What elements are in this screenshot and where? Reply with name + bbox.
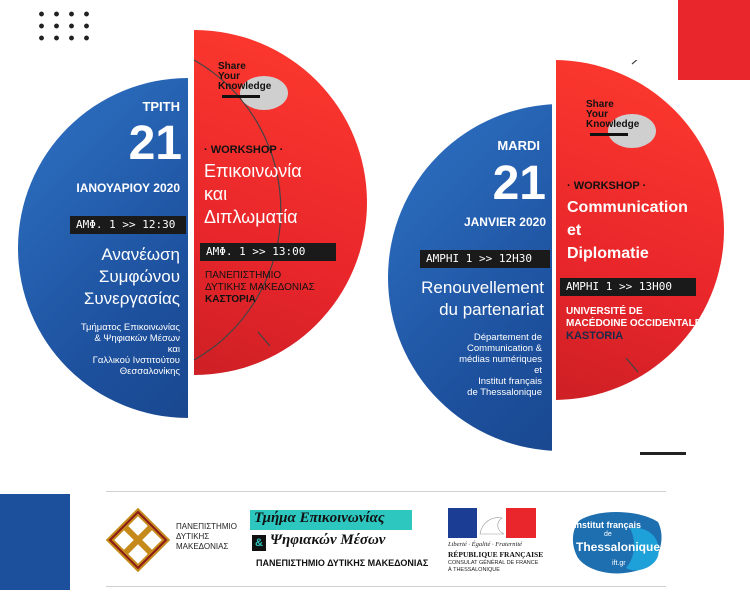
greek-university-line: ΠΑΝΕΠΙΣΤΗΜΙΟ	[205, 270, 282, 281]
french-share-knowledge-badge	[580, 100, 658, 146]
institut-line1	[574, 520, 641, 530]
decorative-blue-square	[0, 494, 70, 590]
uowm-logo-text	[176, 522, 237, 552]
french-org-line: Communication &	[467, 343, 542, 354]
dept-line3: ΠΑΝΕΠΙΣΤΗΜΙΟ ΔΥΤΙΚΗΣ ΜΑΚΕΔΟΝΙΑΣ	[256, 558, 429, 568]
greek-month-year: ΙΑΝΟΥΑΡΙΟΥ 2020	[76, 181, 180, 195]
greek-day: ΤΡΙΤΗ	[142, 99, 180, 114]
badge-line: Knowledge	[218, 81, 272, 92]
greek-workshop-title-line: Επικοινωνία	[204, 161, 302, 181]
greek-org-line: και	[167, 344, 180, 355]
badge-line: Knowledge	[586, 119, 640, 130]
french-month-year: JANVIER 2020	[463, 215, 546, 229]
greek-university-line: ΔΥΤΙΚΗΣ ΜΑΚΕΔΟΝΙΑΣ	[205, 282, 315, 293]
greek-title	[40, 244, 180, 310]
institut-word-1: Institut	[574, 520, 604, 530]
institut-word-2: français	[606, 520, 642, 530]
french-time-bar: AMPHI 1 >> 12H30	[420, 250, 550, 268]
greek-org-line: Γαλλικού Ινστιτούτου	[92, 355, 180, 366]
french-org-line: Département de	[473, 332, 542, 343]
greek-workshop-label: · WORKSHOP ·	[204, 144, 284, 156]
french-organizers	[400, 332, 542, 398]
badge-line: Your	[586, 109, 609, 120]
institut-francais-logo	[570, 508, 666, 580]
french-org-line: et	[534, 365, 542, 376]
greek-title-line: Ανανέωση	[101, 245, 180, 264]
dept-line2: Ψηφιακών Μέσων	[270, 532, 386, 548]
badge-line: Share	[218, 61, 246, 72]
greek-org-line: Τμήματος Επικοινωνίας	[80, 322, 180, 333]
french-workshop-title-line: Communication	[567, 199, 688, 216]
greek-city: ΚΑΣΤΟΡΙΑ	[205, 294, 256, 305]
greek-workshop-title	[204, 160, 302, 229]
republic-consulate-1: CONSULAT GÉNÉRAL DE FRANCE	[448, 560, 539, 566]
greek-org-line: & Ψηφιακών Μέσων	[94, 333, 180, 344]
greek-org-line: Θεσσαλονίκης	[119, 366, 180, 377]
french-title-line: Renouvellement	[421, 278, 544, 297]
french-university-line: UNIVERSITÉ DE	[566, 306, 643, 317]
french-university	[566, 306, 701, 342]
uowm-line: ΠΑΝΕΠΙΣΤΗΜΙΟ	[176, 522, 237, 531]
french-university-line: MACÉDOINE OCCIDENTALE	[566, 318, 702, 329]
greek-date-number: 21	[128, 117, 182, 170]
republic-motto: Liberté · Égalité · Fraternité	[448, 541, 523, 548]
french-city: KASTORIA	[566, 330, 624, 342]
decorative-dot-grid	[34, 8, 94, 42]
greek-workshop-title-line: Διπλωματία	[204, 207, 298, 227]
greek-title-line: Συμφώνου	[98, 267, 180, 286]
greek-share-knowledge-badge	[212, 62, 290, 108]
french-workshop-label: · WORKSHOP ·	[567, 180, 647, 192]
greek-organizers	[40, 322, 180, 377]
greek-title-line: Συνεργασίας	[83, 289, 180, 308]
dept-line1: Τμήμα Επικοινωνίας	[254, 510, 385, 526]
decorative-dash	[640, 452, 686, 455]
french-org-line: de Thessalonique	[467, 387, 542, 398]
institut-line4: Thessalonique	[576, 540, 661, 554]
french-org-line: médias numériques	[459, 354, 542, 365]
french-day: MARDI	[497, 138, 540, 153]
french-date-number: 21	[492, 157, 546, 210]
french-workshop-title-line: et	[567, 222, 582, 239]
republique-francaise-logo	[446, 508, 544, 582]
greek-time-bar: ΑΜΦ. 1 >> 12:30	[70, 216, 186, 234]
french-title-line: du partenariat	[439, 300, 544, 319]
logo-strip-top-rule	[106, 491, 666, 492]
french-workshop-bar: AMPHI 1 >> 13H00	[560, 278, 696, 296]
greek-workshop-bar: ΑΜΦ. 1 >> 13:00	[200, 243, 336, 261]
dept-ampersand: &	[252, 535, 266, 551]
french-title	[390, 277, 544, 321]
uowm-line: ΜΑΚΕΔΟΝΙΑΣ	[176, 542, 229, 551]
department-logo	[250, 506, 429, 576]
french-org-line: Institut français	[478, 376, 542, 387]
republic-consulate-2: À THESSALONIQUE	[448, 567, 500, 573]
french-workshop-title-line: Diplomatie	[567, 245, 649, 262]
institut-site: ift.gr	[612, 560, 626, 567]
badge-line: Your	[218, 71, 241, 82]
institut-line3: de	[604, 531, 612, 538]
logo-strip-bottom-rule	[106, 586, 666, 587]
badge-line: Share	[586, 99, 614, 110]
greek-university	[205, 270, 315, 306]
greek-workshop-title-line: και	[204, 184, 228, 204]
french-workshop-title	[567, 196, 688, 265]
republic-name: RÉPUBLIQUE FRANÇAISE	[448, 550, 544, 559]
marianne-icon	[472, 512, 512, 536]
uowm-line: ΔΥΤΙΚΗΣ	[176, 532, 210, 541]
uowm-knot-logo	[106, 508, 170, 572]
